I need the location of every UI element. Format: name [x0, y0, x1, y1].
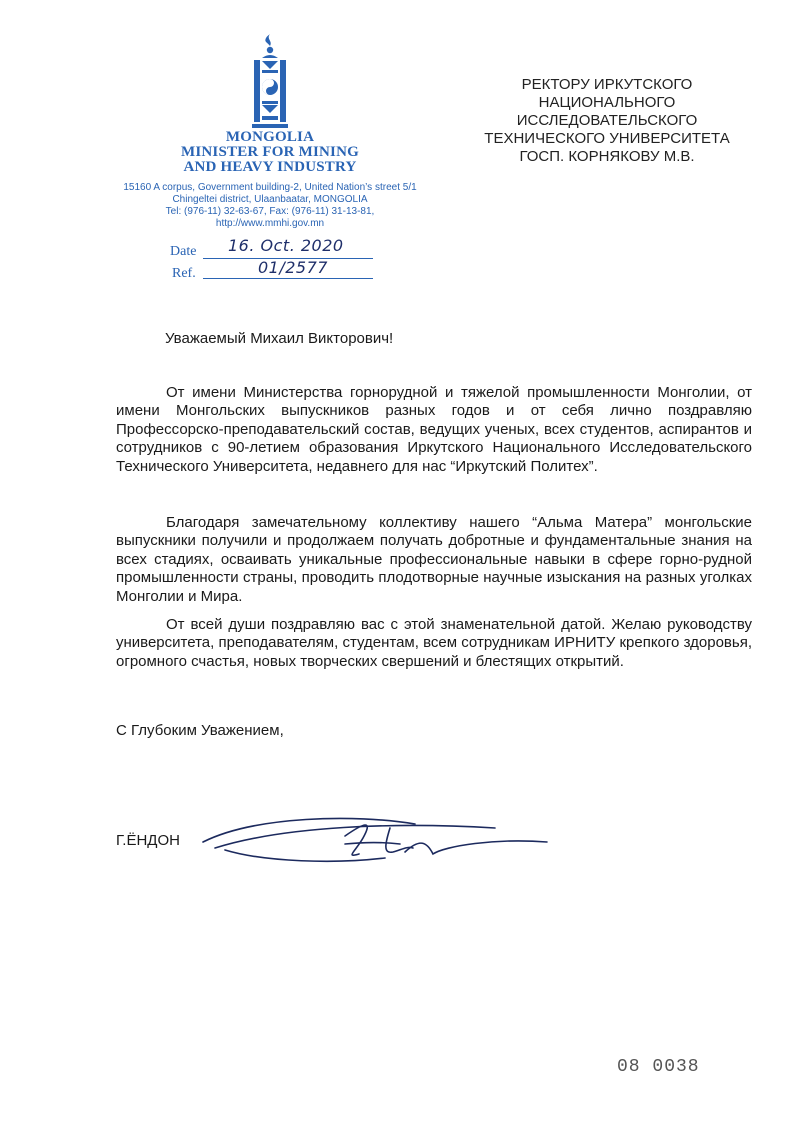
org-line-3: AND HEAVY INDUSTRY — [183, 159, 357, 175]
soyombo-emblem-icon — [250, 34, 290, 128]
address-line-1: 15160 A corpus, Government building-2, United Nation’s street 5/1 — [123, 182, 417, 193]
addressee-line-1: РЕКТОРУ ИРКУТСКОГО — [521, 76, 693, 93]
ref-value: 01/2577 — [258, 258, 328, 277]
address-line-2: Chingeltei district, Ulaanbaatar, MONGOLIA — [172, 194, 368, 205]
body-paragraph-2: Благодаря замечательному коллективу нашего “Альма Матера” монгольские выпускники получили и продолжаем получать добротные и фундаментальные знания на всех стадиях, осваивать уникальные профессиональные навыки в сфере горно-рудной промышленности страны, проводить плодотворные научные изыскания на разных уголках Монголии и Мира. — [116, 514, 752, 605]
registration-number: 08 0038 — [617, 1057, 700, 1077]
address-line-4: http://www.mmhi.gov.mn — [215, 218, 325, 229]
ref-underline — [203, 278, 373, 279]
date-value: 16. Oct. 2020 — [228, 236, 344, 255]
ref-label: Ref. — [172, 266, 196, 281]
closing: С Глубоким Уважением, — [116, 722, 284, 739]
org-line-2: MINISTER FOR MINING — [181, 144, 359, 160]
salutation: Уважаемый Михаил Викторович! — [165, 330, 394, 347]
body-paragraph-3: От всей души поздравляю вас с этой знаменательной датой. Желаю руководству университета, преподавателям, студентам, всем сотрудникам ИРНИТУ крепкого здоровья, огромного счастья, новых творческих свершений и блестящих открытий. — [116, 616, 752, 670]
addressee-line-3: ИССЛЕДОВАТЕЛЬСКОГО — [516, 112, 698, 129]
addressee-line-2: НАЦИОНАЛЬНОГО — [538, 94, 676, 111]
handwritten-signature — [195, 808, 555, 868]
date-label: Date — [170, 244, 197, 259]
addressee-line-5: ГОСП. КОРНЯКОВУ М.В. — [519, 148, 695, 165]
body-paragraph-1: От имени Министерства горнорудной и тяжелой промышленности Монголии, от имени Монгольских выпускников разных годов и от себя лично поздравляю Профессорско-преподавательский состав, ведущих ученых, всех студентов, аспирантов и сотрудников с 90-летием образования Иркутского Национального Исследовательского Технического Университета, недавнего для нас “Иркутский Политех”. — [116, 384, 752, 475]
addressee-line-4: ТЕХНИЧЕСКОГО УНИВЕРСИТЕТА — [484, 130, 730, 147]
address-line-3: Tel: (976-11) 32-63-67, Fax: (976-11) 31-13-81, — [165, 206, 375, 217]
org-line-1: MONGOLIA — [225, 129, 315, 145]
signer-name: Г.ЁНДОН — [116, 832, 180, 849]
